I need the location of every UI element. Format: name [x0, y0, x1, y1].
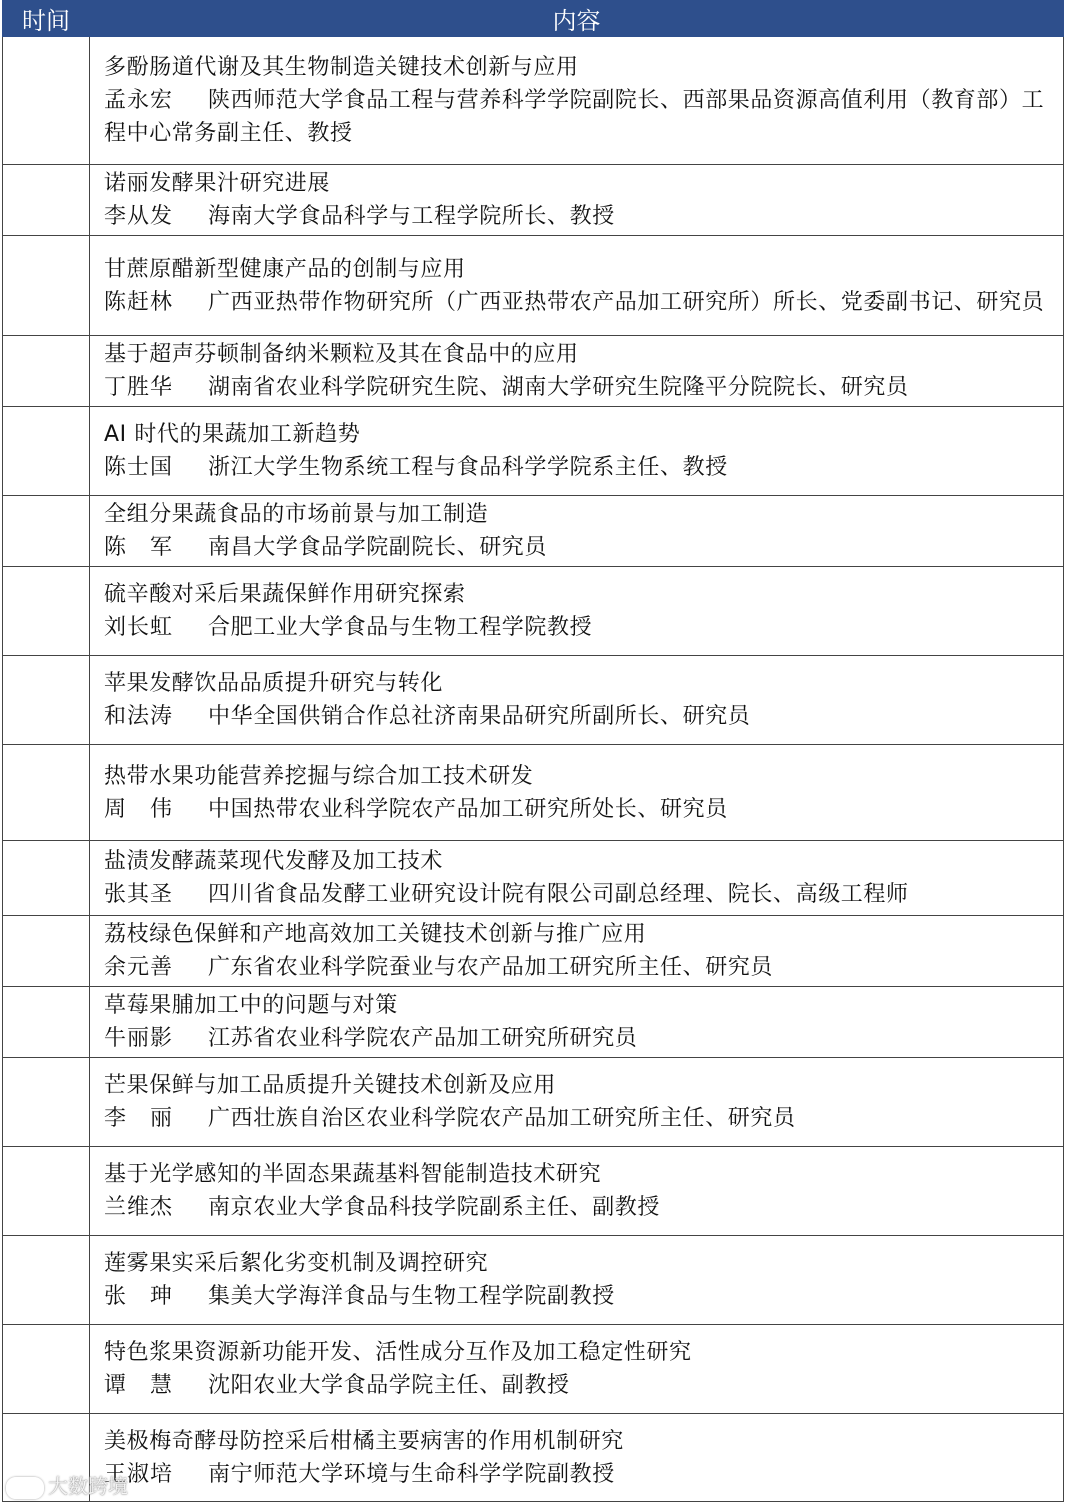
content-cell — [90, 567, 1064, 656]
talk-topic: 热带水果功能营养挖掘与综合加工技术研发 — [104, 763, 534, 789]
content-cell — [90, 1325, 1064, 1414]
talk-topic: 苹果发酵饮品品质提升研究与转化 — [104, 671, 444, 696]
speaker-line — [104, 84, 1053, 150]
speaker-line — [104, 1102, 1053, 1135]
talk-topic: 基于光学感知的半固态果蔬基料智能制造技术研究 — [104, 1162, 602, 1187]
speaker-affiliation: 合肥工业大学食品与生物工程学院教授 — [208, 615, 593, 640]
table-row — [3, 37, 1064, 165]
speaker-name: 余元善 — [104, 955, 174, 980]
speaker-line — [104, 451, 1053, 484]
talk-topic: 美极梅奇酵母防控采后柑橘主要病害的作用机制研究 — [104, 1428, 624, 1454]
speaker-name: 丁胜华 — [104, 375, 174, 400]
table-row — [3, 236, 1064, 336]
content-cell — [90, 496, 1064, 567]
speaker-name: 张 珅 — [104, 1284, 174, 1309]
content-cell — [90, 841, 1064, 916]
speaker-name: 牛丽影 — [104, 1026, 174, 1051]
speaker-line — [104, 1191, 1053, 1224]
talk-topic: 基于超声芬顿制备纳米颗粒及其在食品中的应用 — [104, 342, 579, 367]
content-cell — [90, 336, 1064, 407]
speaker-line — [104, 793, 1053, 826]
talk-topic: 芒果保鲜与加工品质提升关键技术创新及应用 — [104, 1073, 557, 1098]
speaker-affiliation: 海南大学食品科学与工程学院所长、教授 — [208, 204, 615, 229]
speaker-affiliation: 集美大学海洋食品与生物工程学院副教授 — [208, 1284, 615, 1309]
time-cell — [3, 745, 90, 841]
time-cell — [3, 1236, 90, 1325]
table-row — [3, 165, 1064, 236]
content-cell — [90, 656, 1064, 745]
table-row — [3, 1414, 1064, 1502]
content-cell — [90, 1414, 1064, 1502]
talk-topic: 盐渍发酵蔬菜现代发酵及加工技术 — [104, 849, 444, 874]
watermark-text: 大数跨境 — [48, 1474, 128, 1498]
speaker-line — [104, 1369, 1053, 1402]
time-cell — [3, 336, 90, 407]
speaker-name: 王淑培 — [104, 1461, 174, 1487]
time-cell — [3, 567, 90, 656]
table-row — [3, 1325, 1064, 1414]
speaker-line — [104, 1458, 1053, 1491]
speaker-line — [104, 286, 1053, 319]
table-row — [3, 841, 1064, 916]
speaker-line — [104, 200, 1053, 233]
speaker-line — [104, 611, 1053, 644]
speaker-affiliation: 中国热带农业科学院农产品加工研究所处长、研究员 — [208, 796, 728, 822]
speaker-name: 兰维杰 — [104, 1195, 174, 1220]
speaker-affiliation: 南宁师范大学环境与生命科学学院副教授 — [208, 1461, 615, 1487]
time-cell — [3, 1325, 90, 1414]
table-row — [3, 745, 1064, 841]
time-cell — [3, 1147, 90, 1236]
table-row — [3, 567, 1064, 656]
talk-topic: 诺丽发酵果汁研究进展 — [104, 171, 331, 196]
time-cell — [3, 165, 90, 236]
speaker-name: 和法涛 — [104, 704, 174, 729]
speaker-line — [104, 1022, 1053, 1055]
time-cell — [3, 1058, 90, 1147]
speaker-affiliation: 浙江大学生物系统工程与食品科学学院系主任、教授 — [208, 455, 728, 480]
speaker-name: 孟永宏 — [104, 88, 174, 113]
talk-topic: 特色浆果资源新功能开发、活性成分互作及加工稳定性研究 — [104, 1340, 692, 1365]
time-cell — [3, 496, 90, 567]
speaker-line — [104, 700, 1053, 733]
table-row — [3, 407, 1064, 496]
content-cell — [90, 916, 1064, 987]
talk-topic: 硫辛酸对采后果蔬保鲜作用研究探索 — [104, 582, 466, 607]
speaker-name: 陈士国 — [104, 455, 174, 480]
speaker-affiliation: 湖南省农业科学院研究生院、湖南大学研究生院隆平分院院长、研究员 — [208, 375, 909, 400]
speaker-line — [104, 531, 1053, 564]
time-cell — [3, 656, 90, 745]
table-row — [3, 1058, 1064, 1147]
header-time: 时间 — [3, 1, 90, 37]
talk-topic: 莲雾果实采后絮化劣变机制及调控研究 — [104, 1251, 489, 1276]
speaker-affiliation: 沈阳农业大学食品学院主任、副教授 — [208, 1373, 570, 1398]
talk-topic: 荔枝绿色保鲜和产地高效加工关键技术创新与推广应用 — [104, 922, 647, 947]
speaker-line — [104, 371, 1053, 404]
speaker-affiliation: 江苏省农业科学院农产品加工研究所研究员 — [208, 1026, 638, 1051]
content-cell — [90, 1147, 1064, 1236]
talk-topic: 全组分果蔬食品的市场前景与加工制造 — [104, 502, 489, 527]
table-row — [3, 656, 1064, 745]
speaker-name: 陈 军 — [104, 535, 174, 560]
speaker-line — [104, 1280, 1053, 1313]
table-row — [3, 1236, 1064, 1325]
speaker-affiliation: 南京农业大学食品科技学院副系主任、副教授 — [208, 1195, 661, 1220]
content-cell — [90, 745, 1064, 841]
time-cell — [3, 236, 90, 336]
time-cell — [3, 37, 90, 165]
table-row — [3, 336, 1064, 407]
content-cell — [90, 407, 1064, 496]
content-cell — [90, 37, 1064, 165]
speaker-affiliation: 四川省食品发酵工业研究设计院有限公司副总经理、院长、高级工程师 — [208, 882, 909, 907]
speaker-affiliation: 广西亚热带作物研究所（广西亚热带农产品加工研究所）所长、党委副书记、研究员 — [208, 289, 1045, 315]
header-row — [3, 1, 1064, 37]
speaker-affiliation: 广西壮族自治区农业科学院农产品加工研究所主任、研究员 — [208, 1106, 796, 1131]
talk-topic: 草莓果脯加工中的问题与对策 — [104, 993, 398, 1018]
speaker-name: 周 伟 — [104, 796, 174, 822]
speaker-affiliation: 南昌大学食品学院副院长、研究员 — [208, 535, 548, 560]
speaker-line — [104, 951, 1053, 984]
table-row — [3, 916, 1064, 987]
time-cell — [3, 987, 90, 1058]
time-cell — [3, 407, 90, 496]
schedule-table — [2, 0, 1064, 1502]
header-content: 内容 — [90, 1, 1064, 37]
speaker-affiliation: 陕西师范大学食品工程与营养科学学院副院长、西部果品资源高值利用（教育部）工程中心常务副主任、教授 — [104, 88, 1045, 146]
content-cell — [90, 236, 1064, 336]
time-cell — [3, 841, 90, 916]
watermark — [6, 1470, 128, 1499]
content-cell — [90, 1236, 1064, 1325]
speaker-affiliation: 中华全国供销合作总社济南果品研究所副所长、研究员 — [208, 704, 751, 729]
table-row — [3, 987, 1064, 1058]
talk-topic: 多酚肠道代谢及其生物制造关键技术创新与应用 — [104, 55, 579, 80]
talk-topic: 甘蔗原醋新型健康产品的创制与应用 — [104, 256, 466, 282]
table-row — [3, 1147, 1064, 1236]
speaker-name: 李 丽 — [104, 1106, 174, 1131]
speaker-name: 刘长虹 — [104, 615, 174, 640]
talk-topic: AI 时代的果蔬加工新趋势 — [104, 422, 361, 447]
speaker-name: 陈赶林 — [104, 289, 174, 315]
time-cell — [3, 916, 90, 987]
table-row — [3, 496, 1064, 567]
watermark-logo-icon — [6, 1477, 44, 1499]
content-cell — [90, 1058, 1064, 1147]
content-cell — [90, 165, 1064, 236]
speaker-name: 谭 慧 — [104, 1373, 174, 1398]
speaker-name: 李从发 — [104, 204, 174, 229]
speaker-line — [104, 878, 1053, 911]
speaker-affiliation: 广东省农业科学院蚕业与农产品加工研究所主任、研究员 — [208, 955, 774, 980]
content-cell — [90, 987, 1064, 1058]
speaker-name: 张其圣 — [104, 882, 174, 907]
